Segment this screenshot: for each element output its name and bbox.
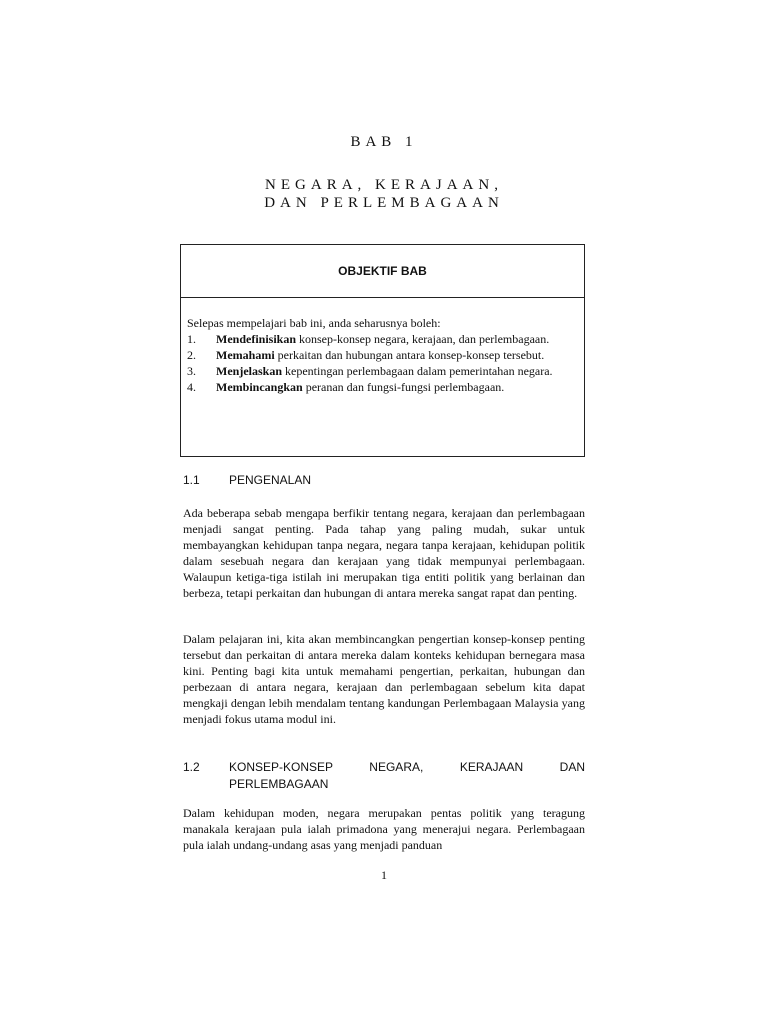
objectives-box <box>180 244 585 457</box>
chapter-title-line2: DAN PERLEMBAGAAN <box>264 195 504 211</box>
objective-verb: Memahami <box>216 348 275 362</box>
paragraph: Dalam kehidupan moden, negara merupakan pentas politik yang teragung manakala kerajaan pula ialah primadona yang menerajui negara. Perlembagaan pula ialah undang-undang asas yang menjadi panduan <box>183 806 585 852</box>
objective-item <box>187 347 578 363</box>
paragraph: Ada beberapa sebab mengapa berfikir tentang negara, kerajaan dan perlembagaan menjadi sangat penting. Pada tahap yang paling mudah, sukar untuk membayangkan kehidupan tanpa negara, negara tanpa kerajaan, kehidupan politik dalam sesebuah negara dan kerajaan yang tidak mempunyai perlembagaan. Walaupun ketiga-tiga istilah ini merupakan tiga entiti politik yang berlainan dan berbeza, tetapi perkaitan dan hubungan di antara mereka sangat rapat dan penting. <box>183 506 585 600</box>
objective-item <box>187 363 578 379</box>
objective-verb: Mendefinisikan <box>216 332 297 346</box>
objective-number: 2. <box>187 348 196 362</box>
objective-verb: Membincangkan <box>216 380 303 394</box>
objective-number: 4. <box>187 380 196 394</box>
section-number: 1.1 <box>183 473 200 487</box>
section-heading-1-1 <box>183 472 585 489</box>
section-title: PENGENALAN <box>229 473 312 487</box>
section-number: 1.2 <box>183 760 200 774</box>
objective-text: peranan dan fungsi-fungsi perlembagaan. <box>302 380 505 394</box>
chapter-number: BAB 1 <box>350 134 418 150</box>
objective-text: konsep-konsep negara, kerajaan, dan perlembagaan. <box>296 332 550 346</box>
section-heading-1-2 <box>183 759 585 793</box>
section-title-line2: PERLEMBAGAAN <box>229 777 329 791</box>
objectives-body <box>181 298 584 395</box>
objective-text: kepentingan perlembagaan dalam pemerintahan negara. <box>282 364 553 378</box>
objective-text: perkaitan dan hubungan antara konsep-konsep tersebut. <box>274 348 545 362</box>
objective-item <box>187 379 578 395</box>
page-number: 1 <box>381 868 387 882</box>
objective-number: 1. <box>187 332 196 346</box>
objectives-heading: OBJEKTIF BAB <box>181 245 584 298</box>
objective-item <box>187 331 578 347</box>
objective-verb: Menjelaskan <box>216 364 282 378</box>
section-title-line1: KONSEP-KONSEP NEGARA, KERAJAAN DAN <box>229 760 585 774</box>
objective-number: 3. <box>187 364 196 378</box>
paragraph: Dalam pelajaran ini, kita akan membincangkan pengertian konsep-konsep penting tersebut dan perkaitan di antara mereka dalam konteks kehidupan bernegara masa kini. Penting bagi kita untuk memahami pengertian, perkaitan, hubungan dan perbezaan di antara negara, kerajaan dan perlembagaan sebelum kita dapat mengkaji dengan lebih mendalam tentang kandungan Perlembagaan Malaysia yang menjadi fokus utama modul ini. <box>183 632 585 726</box>
chapter-title-line1: NEGARA, KERAJAAN, <box>265 177 503 193</box>
objectives-intro: Selepas mempelajari bab ini, anda seharusnya boleh: <box>187 316 441 330</box>
